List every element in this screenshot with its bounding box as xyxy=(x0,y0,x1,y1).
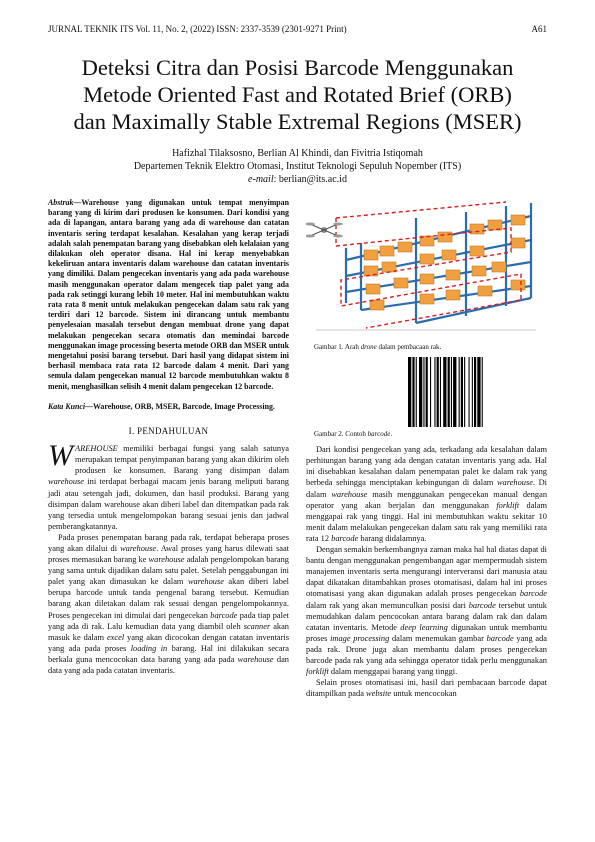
barcode-bar xyxy=(477,357,480,427)
barcode-bar xyxy=(437,357,439,427)
author-affiliation: Departemen Teknik Elektro Otomasi, Institut Teknologi Sepuluh Nopember (ITS) xyxy=(133,161,462,172)
barcode-image xyxy=(406,357,526,427)
left-column xyxy=(48,198,289,676)
barcode-bar xyxy=(434,357,435,427)
drop-cap: W xyxy=(48,439,73,473)
figure-1-caption: Gambar 1. Arah drone dalam pembacaan rak. xyxy=(314,343,442,351)
barcode-bar xyxy=(482,357,483,427)
barcode-bar xyxy=(430,357,431,427)
author-email: : berlian@its.ac.id xyxy=(273,174,347,185)
intro-paragraph-2: Pada proses penempatan barang pada rak, terdapat beberapa proses yang akan dilalui di warehouse. Awal proses yang harus dilewati saat proses memasukan barang ke warehouse adalah pengelompokan barang yang sama untuk dijadikan dalam satu palet. Setelah penggabungan ini palet yang akan dimasukan ke dalam warehouse akan diberi label berupa barcode untuk tanda pengenal barang tersebut. Kemudian barang akan diletakan dalam rak sesuai dengan pengelompokannya. Proses pengecekan ini dimulai dari pengecekan barcode pada tiap palet yang ada di rak. Lalu kemudian data yang diambil oleh scanner akan masuk ke dalam excel yang akan dicocokan dengan catatan inventaris yang ada pada proses loading in barang. Hal ini dilakukan secara berkala guna mencocokan data barang yang ada pada warehouse dan data yang ada pada catatan inventaris. xyxy=(48,532,289,676)
drone-icon xyxy=(306,223,343,238)
keywords-text: —Warehouse, ORB, MSER, Barcode, Image Processing. xyxy=(85,401,275,411)
keywords xyxy=(48,402,289,412)
barcode-bar xyxy=(461,357,463,427)
figure-2-caption: Gambar 2. Contoh barcode. xyxy=(314,430,393,439)
abstract xyxy=(48,198,289,392)
paper-title xyxy=(40,54,555,135)
page-number: A61 xyxy=(531,24,547,34)
abstract-lead: Abstrak xyxy=(48,198,74,207)
warehouse-drone-illustration xyxy=(306,198,547,340)
barcode-bar xyxy=(408,357,411,427)
right-paragraph-2: Dengan semakin berkembangnya zaman maka hal hal diatas dapat di bantu dengan menggunakan pengembangan agar mempermudah sistem manajemen inventaris serta mengurangi interveransi dari manusia atau dapat dikatakan ditambahkan proses otomatisasi, dalam hal ini proses otomatisasi yang akan digunakan adalah proses pengecekan barcode dalam rak yang akan memunculkan posisi dari barcode tersebut untuk memudahkan dalam pencocokan antara barang dalam rak dan dalam catatan inventaris. Metode deep learning digunakan untuk membantu proses image processing dalam menemukan gambar barcode yang ada pada rak. Drone juga akan membantu dalam proses pengecekan barcode pada rak yang ada sehingga operator tidak perlu menggunakan forklift dalam menggapai barang yang tinggi. xyxy=(306,545,547,677)
barcode-bar xyxy=(419,357,422,427)
right-column xyxy=(306,198,547,699)
right-paragraph-1: Dari kondisi pengecekan yang ada, terkadang ada kesalahan dalam perhitungan barang yang ada dengan catatan inventaris yang ada. Hal ini disebabkan kesalahan dalam penempatan palet ke dalam rak yang berbeda sehingga menciptakan kebingungan di dalam warehouse. Di dalam warehouse masih menggunakan pengecekan manual dengan operator yang akan berjalan dan menggunakan forklift dalam menggapai rak yang tinggi. Hal ini membutuhkan waktu sekitar 10 menit dalam melakukan pengecekan dalam satu rak yang memiliki rata rata 12 barcode barang didalamnya. xyxy=(306,445,548,543)
keywords-lead: Kata Kunci xyxy=(48,401,86,411)
right-paragraph-3: Selain proses otomatisasi ini, hasil dari pembacaan barcode dapat ditampilkan pada website untuk mencocokan xyxy=(306,678,547,699)
barcode-bar xyxy=(464,357,465,427)
barcode-bar xyxy=(443,357,446,427)
barcode-bar xyxy=(474,357,476,427)
email-label: e-mail xyxy=(248,174,274,185)
title-line-1: Deteksi Citra dan Posisi Barcode Menggunakan xyxy=(81,55,514,80)
abstract-text: —Warehouse yang digunakan untuk tempat menyimpan barang yang di kirim dari produsen ke konsumen. Dari kondisi yang ada di lapangan, antara barang yang ada di warehouse dan catatan inventaris sering terdapat kesalahan. Kesalahan yang kerap terjadi adalah salah penempatan barang yang disebabkan oleh kelalaian yang dilakukan oleh operator disana. Hal ini kerap menyebabkan kekeliruan antara inventaris dalam warehouse dan catatan inventaris yang dimiliki. Dalam pengecekan inventaris yang ada pada warehouse masih menggunakan operator dalam mengecek tiap palet yang ada pada rak setinggi kurang lebih 10 meter. Hal ini membutuhkan waktu rata rata 8 menit untuk melakukan pengecekan dalam satu rak yang terdiri dari 12 barcode. Sistem ini dirancang untuk membantu penyelesaian masalah tersebut dengan membuat drone yang dapat melakukan pengecekan secara otomatis dan memindai barcode menggunakan image processing beserta metode ORB dan MSER untuk mengetahui posisi barang tersebut. Dari hasil yang didapat sistem ini berhasil membaca rata rata 12 barcode dalam 4 menit. Dari yang semula dalam pengecekan manual 12 barcode membutuhkan waktu 8 menit, menghasilkan selisih 4 menit dalam pengecekan 12 barcode. xyxy=(48,198,289,391)
barcode-bar xyxy=(472,357,473,427)
author-email-line xyxy=(40,173,555,186)
barcode-bar xyxy=(440,357,441,427)
author-names: Hafizhal Tilaksosno, Berlian Al Khindi, dan Fivitria Istiqomah xyxy=(172,148,423,159)
barcode-bar xyxy=(416,357,417,427)
figure-warehouse-drone xyxy=(306,198,547,340)
author-block xyxy=(40,147,555,186)
barcode-bar xyxy=(412,357,414,427)
intro-smallcaps: AREHOUSE xyxy=(75,444,118,454)
barcode-bar xyxy=(426,357,428,427)
title-line-2: Metode Oriented Fast and Rotated Brief (ORB) xyxy=(83,82,512,107)
barcode-bar xyxy=(451,357,452,427)
barcode-bar xyxy=(469,357,470,427)
section-heading-pendahuluan: I. PENDAHULUAN xyxy=(128,426,209,437)
running-header xyxy=(48,24,547,34)
barcode-bar xyxy=(459,357,460,427)
barcode-bar xyxy=(448,357,450,427)
barcode-bar xyxy=(423,357,424,427)
barcode-bar xyxy=(453,357,456,427)
journal-info: JURNAL TEKNIK ITS Vol. 11, No. 2, (2022) ISSN: 2337-3539 (2301-9271 Print) xyxy=(48,24,347,34)
title-line-3: dan Maximally Stable Extremal Regions (MSER) xyxy=(73,109,522,134)
intro-paragraph-1: WAREHOUSE memiliki berbagai fungsi yang salah satunya merupakan tempat penyimpanan barang yang akan dikirim oleh produsen ke konsumen. Barang yang disimpan dalam warehouse ini terdapat berbagai macam jenis barang meliputi barang jadi atau setengah jadi, dokumen, dan hasil produksi. Barang yang disimpan dalam warehouse akan diberi label dan ditempatkan pada rak yang tersedia untuk mengelompokan barang sesuai jenis dan jadwal pemberangkatannya. xyxy=(48,439,289,531)
